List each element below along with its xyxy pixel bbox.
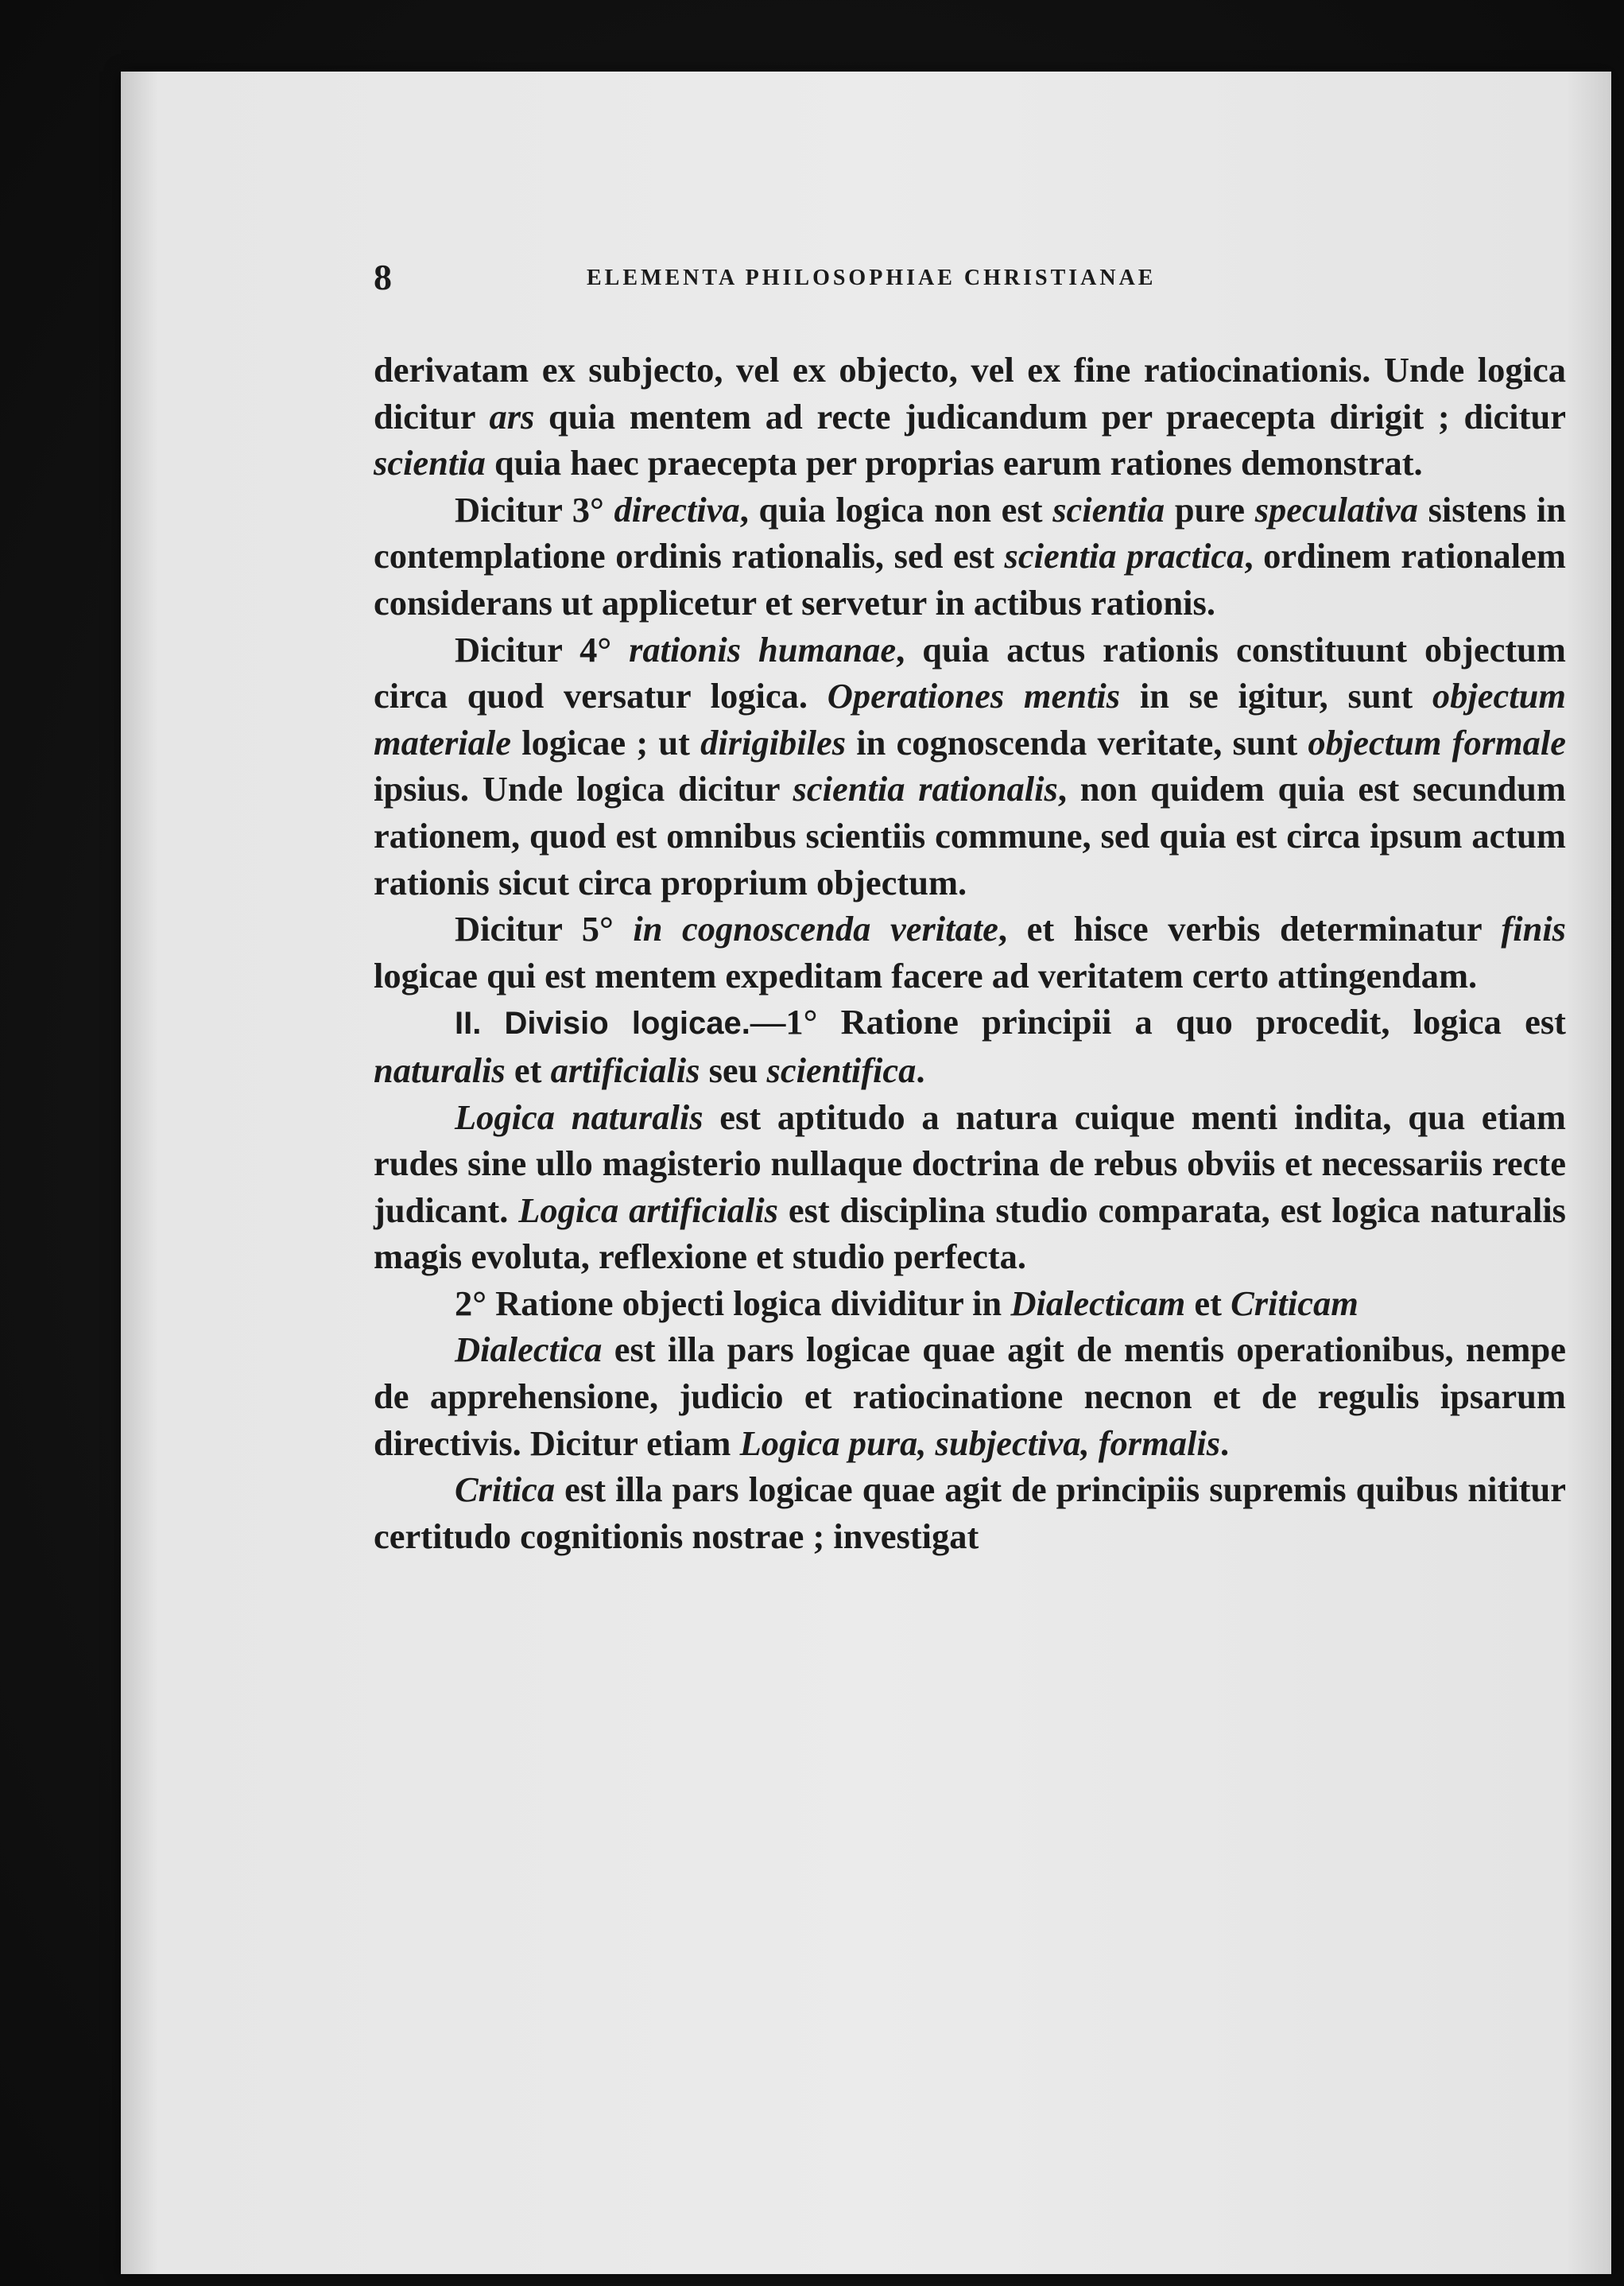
italic-term: Dialectica (455, 1329, 603, 1370)
text-run: . (1220, 1422, 1230, 1463)
text-run: in cognoscenda veritate, sunt (846, 722, 1308, 763)
paragraph (374, 999, 1566, 1093)
italic-term: Criticam (1231, 1283, 1359, 1323)
text-run: , quia logica non est (739, 489, 1053, 530)
text-run: . (916, 1050, 925, 1090)
paragraph (374, 347, 1566, 487)
italic-term: finis (1501, 909, 1567, 949)
italic-term: objectum materiale (374, 676, 1567, 763)
running-header (374, 256, 1566, 304)
text-run: Dicitur 4° (455, 629, 630, 669)
text-run: in se igitur, sunt (1120, 676, 1432, 716)
text-run: , quia actus rationis constituunt objectum circa quod versatur logica. (374, 629, 1566, 716)
italic-term: scientia practica (1004, 536, 1245, 576)
text-run: et (1185, 1283, 1231, 1323)
italic-term: artificialis (550, 1050, 700, 1090)
italic-term: scientia rationalis (793, 769, 1058, 809)
text-run: derivatam ex subjecto, vel ex objecto, vel ex fine ratiocinationis. Unde logica dicitur (374, 350, 1566, 437)
paragraph (374, 1280, 1566, 1327)
text-run: quia haec praecepta per proprias earum rationes demonstrat. (485, 443, 1423, 483)
italic-term: speculativa (1254, 489, 1418, 530)
paragraph (374, 1326, 1566, 1466)
italic-term: Logica artificialis (518, 1190, 778, 1230)
italic-term: directiva (614, 489, 740, 530)
italic-term: ars (489, 396, 535, 437)
text-run: —1° Ratione principii a quo procedit, logica est (750, 1002, 1566, 1042)
text-run: est illa pars logicae quae agit de principiis supremis quibus nititur certitudo cognitionis nostrae ; investigat (374, 1469, 1566, 1556)
text-run: Dicitur 5° (455, 909, 634, 949)
text-run: , et hisce verbis determinatur (998, 909, 1502, 949)
italic-term: rationis humanae (629, 629, 897, 669)
text-run: , non quidem quia est secundum rationem, quod est omnibus scientiis commune, sed quia est circa ipsum actum rationis sicut circa proprium objectum. (374, 769, 1566, 902)
text-run: logicae ; ut (511, 722, 701, 763)
section-heading: II. Divisio logicae. (455, 1006, 750, 1042)
text-run: et (505, 1050, 551, 1090)
book-page (121, 72, 1611, 2274)
paragraph (374, 1094, 1566, 1280)
page-content (374, 256, 1566, 1559)
paragraph (374, 906, 1566, 999)
text-run: est illa pars logicae quae agit de mentis operationibus, nempe de apprehensione, judicio et ratiocinatione necnon et de regulis ipsarum directivis. Dicitur etiam (374, 1329, 1566, 1463)
text-run: est disciplina studio comparata, est logica naturalis magis evoluta, reflexione et studio perfecta. (374, 1190, 1567, 1277)
paragraph (374, 627, 1566, 906)
italic-term: in cognoscenda veritate (633, 909, 998, 949)
text-run: sistens in contemplatione ordinis rationalis, sed est (374, 489, 1566, 576)
italic-term: Operationes mentis (827, 676, 1121, 716)
italic-term: naturalis (374, 1050, 506, 1090)
text-run: Dicitur 3° (455, 489, 614, 530)
italic-term: Logica naturalis (455, 1096, 703, 1137)
text-run: pure (1165, 489, 1255, 530)
italic-term: scientia (1052, 489, 1165, 530)
italic-term: Dialecticam (1010, 1283, 1186, 1323)
italic-term: dirigibiles (700, 722, 847, 763)
page-number: 8 (374, 257, 392, 297)
text-run: 2° Ratione objecti logica dividitur in (455, 1283, 1011, 1323)
italic-term: scientia (374, 443, 486, 483)
italic-term: Logica pura, subjectiva, formalis (739, 1422, 1221, 1463)
text-run: logicae qui est mentem expeditam facere ad veritatem certo attingendam. (374, 955, 1478, 996)
paragraph (374, 1466, 1566, 1559)
text-run: est aptitudo a natura cuique menti indita, qua etiam rudes sine ullo magisterio nullaque doctrina de rebus obviis et necessariis recte judicant. (374, 1096, 1566, 1230)
text-run: ipsius. Unde logica dicitur (374, 769, 793, 809)
paragraph (374, 487, 1566, 627)
italic-term: scientifica (766, 1050, 917, 1090)
italic-term: Critica (455, 1469, 556, 1510)
body-text (374, 347, 1566, 1559)
text-run: quia mentem ad recte judicandum per praecepta dirigit ; dicitur (534, 396, 1566, 437)
text-run: , ordinem rationalem considerans ut applicetur et servetur in actibus rationis. (374, 536, 1566, 623)
italic-term: objectum formale (1308, 722, 1566, 763)
running-title: ELEMENTA PHILOSOPHIAE CHRISTIANAE (587, 266, 1157, 290)
text-run: seu (700, 1050, 767, 1090)
